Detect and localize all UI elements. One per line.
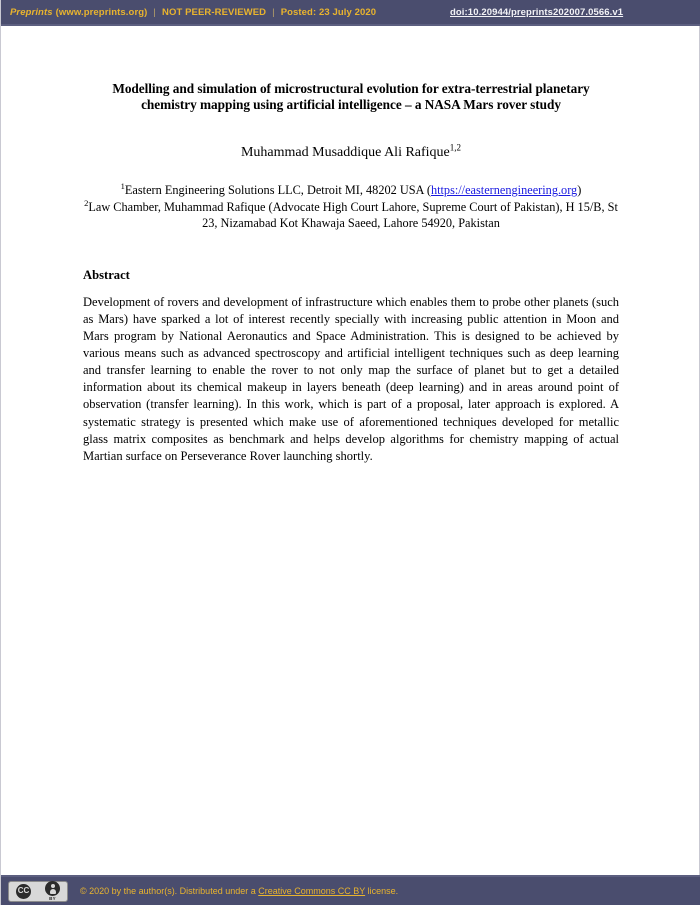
affiliation-1 — [83, 182, 619, 198]
affiliation-2-text: Law Chamber, Muhammad Rafique (Advocate High Court Lahore, Supreme Court of Pakistan), H 15/B, St 23, Nizamabad Kot Khawaja Saeed, Lahore 54920, Pakistan — [88, 199, 618, 231]
abstract-text: Development of rovers and development of infrastructure which enables them to probe other planets (such as Mars) have sparked a lot of interest recently specially with increasing public attention in Moon and Mars program by National Aeronautics and Space Administration. This is designed to be achieved by various means such as advanced spectroscopy and artificial intelligent techniques such as deep learning and transfer learning to enable the rover to not only map the surface of planet but to get a detailed information about its chemical makeup in layers beneath (deep learning) and in areas around point of observation (transfer learning). In this work, which is part of a proposal, later approach is explored. A systematic strategy is presented which make use of aforementioned techniques developed for metallic glass matrix composites as benchmark and helps develop algorithms for chemistry mapping of actual Martian surface on Perseverance Rover launching shortly. — [83, 294, 619, 463]
person-icon — [45, 881, 60, 896]
preprint-header-banner — [1, 0, 700, 26]
license-text-after: license. — [365, 886, 399, 896]
cc-by-label: BY — [49, 895, 56, 901]
license-text-before: © 2020 by the author(s). Distributed under a — [80, 886, 259, 896]
peer-review-status-label: NOT PEER-REVIEWED — [162, 6, 267, 18]
author-affiliation-markers: 1,2 — [449, 142, 462, 153]
affiliation-2 — [83, 199, 619, 232]
affiliation-1-marker: 1 — [120, 181, 125, 192]
preprints-brand-label[interactable]: Preprints — [10, 6, 53, 18]
license-text — [80, 886, 398, 896]
author-list — [83, 113, 619, 162]
banner-metadata-group — [1, 7, 376, 18]
creative-commons-badge-icon[interactable] — [8, 881, 68, 902]
preprints-site-url[interactable]: (www.preprints.org) — [55, 6, 148, 18]
affiliation-1-website-link[interactable]: https://easternengineering.org — [430, 183, 578, 198]
paper-title: Modelling and simulation of microstructural evolution for extra-terrestrial planetary chemistry mapping using artificial intelligence – a NASA Mars rover study — [112, 81, 590, 113]
affiliation-1-text-end: ) — [577, 183, 582, 198]
creative-commons-license-link[interactable]: Creative Commons CC BY — [258, 886, 366, 896]
author-name: Muhammad Musaddique Ali Rafique — [240, 145, 450, 161]
affiliation-2-marker: 2 — [84, 197, 89, 208]
cc-by-group — [45, 881, 60, 901]
affiliation-1-text: Eastern Engineering Solutions LLC, Detroit MI, 48202 USA ( — [124, 183, 431, 198]
banner-separator-2: | — [272, 6, 275, 18]
affiliation-block — [83, 162, 619, 231]
license-footer-banner — [1, 875, 700, 905]
banner-separator-1: | — [153, 6, 156, 18]
doi-link[interactable]: doi:10.20944/preprints202007.0566.v1 — [450, 6, 624, 18]
document-content — [1, 26, 700, 465]
abstract-heading: Abstract — [83, 267, 130, 282]
posted-date-label: Posted: 23 July 2020 — [280, 6, 377, 18]
cc-circle-icon: CC — [16, 884, 31, 899]
